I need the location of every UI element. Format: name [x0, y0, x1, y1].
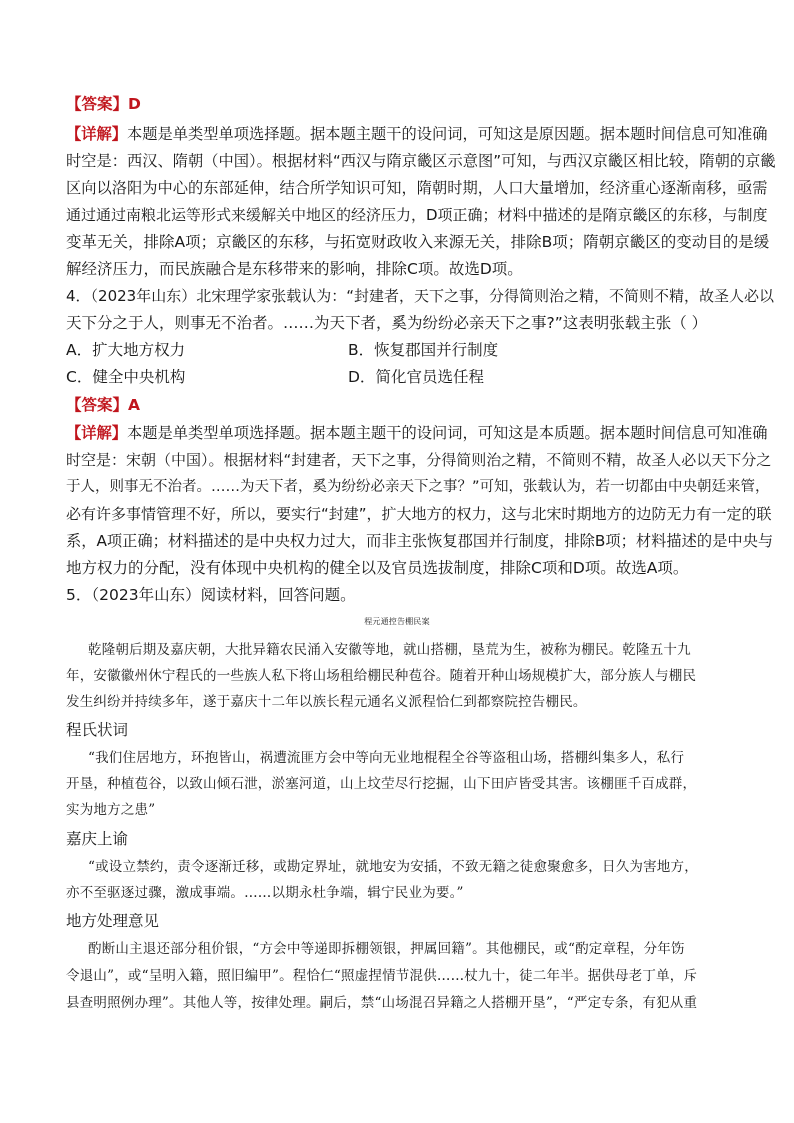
q3-answer-line [66, 94, 141, 114]
q4-stem-line [66, 286, 774, 306]
q4-detail-text: 本题是单类型单项选择题。据本题主题干的设问词，可知这是本质题。据本题时间信息可知准确 [127, 424, 768, 442]
section-title-edict: 嘉庆上谕 [66, 830, 129, 848]
q3-detail-line [66, 124, 768, 144]
option-text: 简化官员选任程 [375, 368, 484, 386]
q5-stem-line [66, 585, 356, 605]
q3-detail-line: 时空是：西汉、隋朝（中国）。根据材料“西汉与隋京畿区示意图”可知，与西汉京畿区相比较，隋朝的京畿 [66, 152, 776, 170]
q3-detail-line: 通过通过南粮北运等形式来缓解关中地区的经济压力，D项正确；材料中描述的是隋京畿区的东移，与制度 [66, 206, 768, 224]
q4-detail-line: 系，A项正确；材料描述的是中央权力过大，而非主张恢复郡国并行制度，排除B项；材料描述的是中央与 [66, 532, 774, 550]
section-title-local-opinion: 地方处理意见 [66, 912, 160, 930]
petition-line: “我们住居地方，环抱皆山，祸遭流匪方会中等向无业地棍程全谷等盗租山场，搭棚纠集多人，私行 [88, 750, 685, 766]
q3-detail-line: 变革无关，排除A项；京畿区的东移，与拓宽财政收入来源无关，排除B项；隋朝京畿区的变动目的是缓 [66, 233, 770, 251]
q4-number: 4． [66, 287, 91, 305]
intro-line: 乾隆朝后期及嘉庆朝，大批异籍农民涌入安徽等地，就山搭棚，垦荒为生，被称为棚民。乾隆五十九 [88, 642, 691, 658]
petition-line: 开垦，种植苞谷，以致山倾石泄，淤塞河道，山上坟茔尽行挖掘，山下田庐皆受其害。该棚匪千百成群， [66, 776, 697, 792]
opinion-line: 令退山”，或“呈明入籍，照旧编甲”。程恰仁“照虚捏情节混供……杖九十，徒二年半。据供母老丁单，斥 [66, 968, 698, 984]
case-title: 程元通控告棚民案 [364, 617, 430, 626]
intro-line: 年，安徽徽州休宁程氏的一些族人私下将山场租给棚民种苞谷。随着开种山场规模扩大，部分族人与棚民 [66, 668, 697, 684]
q4-answer-value: A [128, 396, 141, 414]
q4-answer-line [66, 395, 140, 415]
petition-line: 实为地方之患” [66, 802, 156, 818]
detail-label: 【详解】 [66, 125, 127, 143]
option-key: B． [348, 341, 375, 359]
q5-number: 5． [66, 586, 92, 604]
q4-detail-line [66, 423, 768, 443]
q4-detail-line: 于人，则事无不治者。……为天下者，奚为纷纷必亲天下之事？”可知，张载认为，若一切都由中央朝廷来管， [66, 479, 770, 495]
q4-detail-line: 时空是：宋朝（中国）。根据材料“封建者，天下之事，分得简则治之精，不简则不精，故圣人必以天下分之 [66, 451, 772, 469]
q4-stem-text: 北宋理学家张载认为：“封建者，天下之事，分得简则治之精，不简则不精，故圣人必以 [196, 287, 775, 305]
q4-detail-line: 必有许多事情管理不好，所以，要实行“封建”，扩大地方的权力，这与北宋时期地方的边防无力有一定的联 [66, 505, 772, 523]
q4-option-d[interactable] [348, 367, 484, 387]
opinion-line: 县查明照例办理”。其他人等，按律处理。嗣后，禁“山场混召异籍之人搭棚开垦”，“严定专条，有犯从重 [66, 995, 698, 1011]
q5-stem-text: 阅读材料，回答问题。 [200, 586, 356, 604]
q3-detail-text: 本题是单类型单项选择题。据本题主题干的设问词，可知这是原因题。据本题时间信息可知准确 [127, 125, 768, 143]
q5-source: （2023年山东） [91, 586, 201, 604]
q4-detail-line: 地方权力的分配，没有体现中央机构的健全以及官员选拔制度，排除C项和D项。故选A项。 [66, 559, 689, 577]
edict-line: “或设立禁约，责令逐渐迁移，或勘定界址，就地安为安插，不致无籍之徒愈聚愈多，日久为害地方， [88, 859, 698, 875]
q3-detail-line: 解经济压力，而民族融合是东移带来的影响，排除C项。故选D项。 [66, 260, 523, 278]
option-key: A． [66, 341, 93, 359]
answer-label: 【答案】 [66, 396, 129, 414]
q4-option-b[interactable] [348, 340, 498, 360]
q4-stem-line: 天下分之于人，则事无不治者。……为天下者，奚为纷纷必亲天下之事?”这表明张载主张（ ） [66, 314, 708, 332]
intro-line: 发生纠纷并持续多年，遂于嘉庆十二年以族长程元通名义派程恰仁到都察院控告棚民。 [66, 694, 587, 710]
section-title-petition: 程氏状词 [66, 721, 129, 739]
option-key: D． [348, 368, 376, 386]
q4-option-a[interactable] [66, 340, 185, 360]
option-text: 健全中央机构 [92, 368, 186, 386]
option-text: 扩大地方权力 [92, 341, 186, 359]
edict-line: 亦不至驱逐过骤，激成事端。……以期永杜争端，辑宁民业为要。” [66, 885, 464, 901]
q4-option-c[interactable] [66, 367, 185, 387]
answer-label: 【答案】 [66, 95, 129, 113]
option-text: 恢复郡国并行制度 [374, 341, 499, 359]
option-key: C． [66, 368, 93, 386]
q3-detail-line: 区向以洛阳为中心的东部延伸，结合所学知识可知，隋朝时期，人口大量增加，经济重心逐渐南移，亟需 [66, 179, 768, 197]
detail-label: 【详解】 [66, 424, 127, 442]
q4-source: （2023年山东） [90, 287, 197, 305]
opinion-line: 酌断山主退还部分租价银，“方会中等递即拆棚领银，押属回籍”。其他棚民，或“酌定章程，分年饬 [88, 941, 685, 957]
q3-answer-value: D [128, 95, 141, 113]
